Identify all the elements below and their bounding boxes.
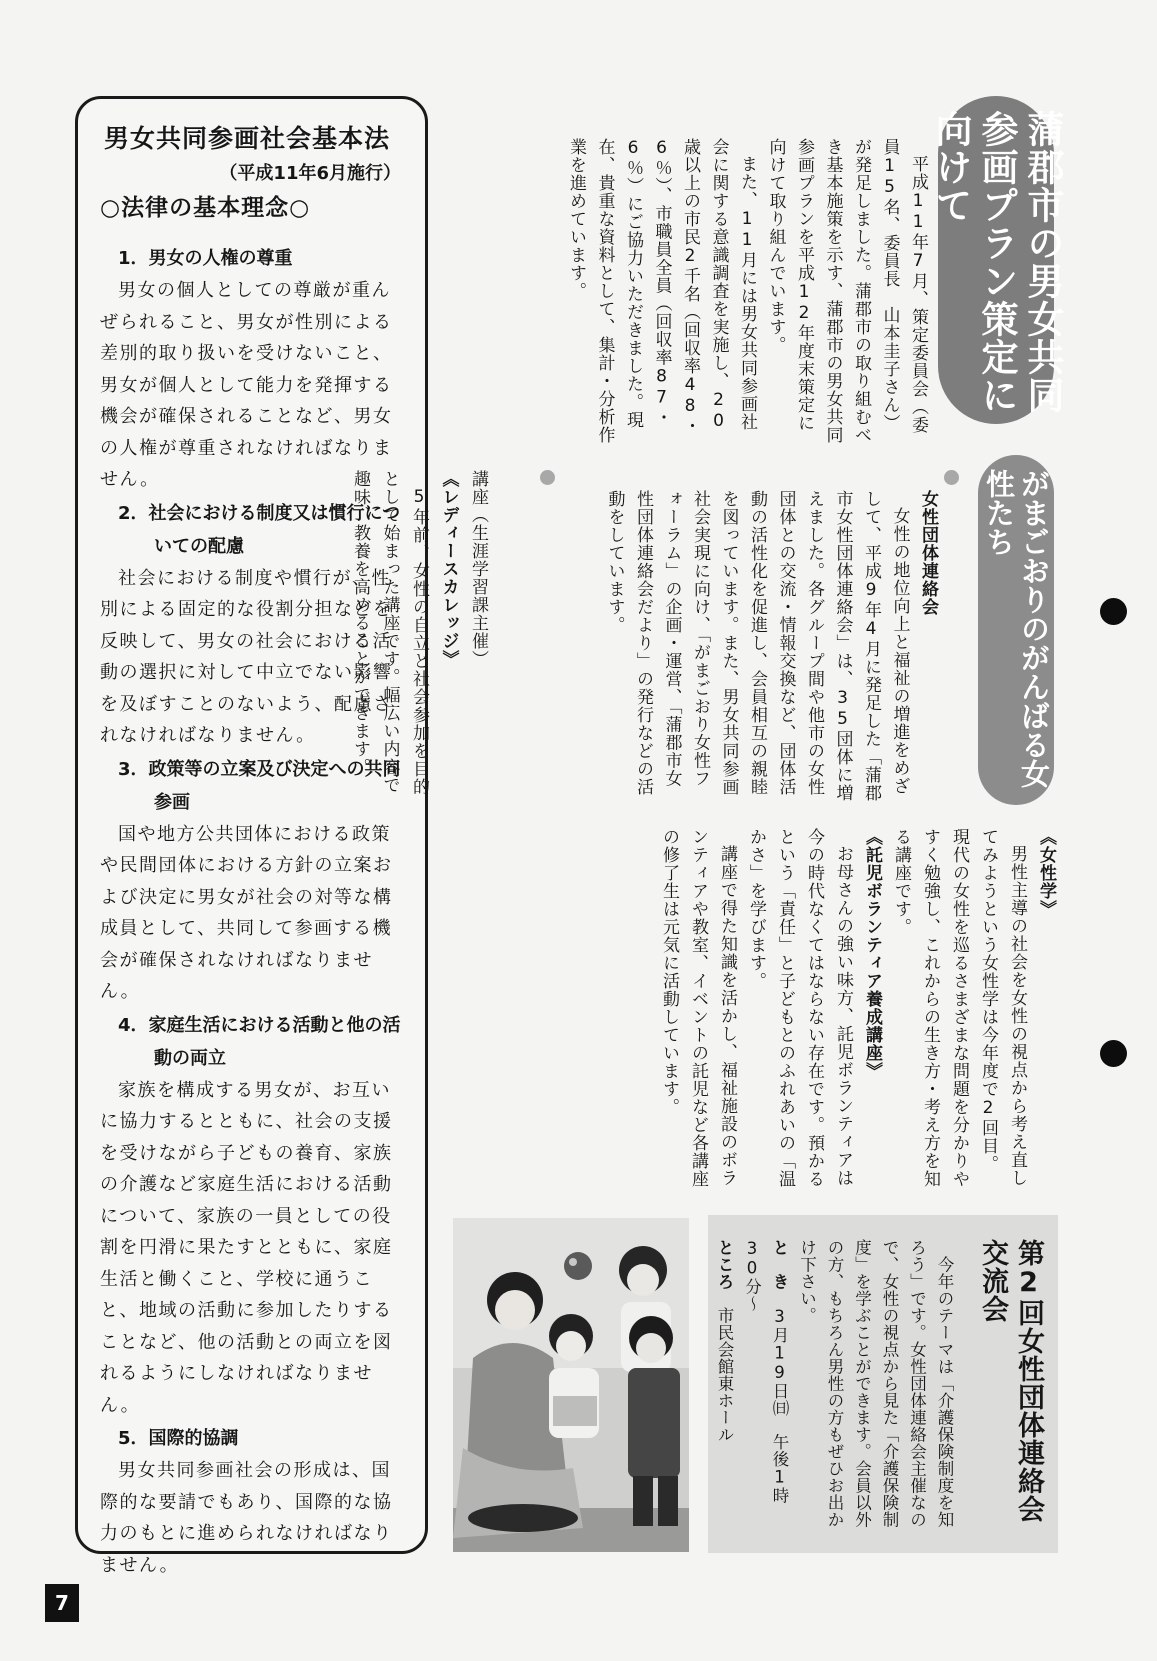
exchange-body: 今年のテーマは「介護保険制度を知ろう」です。女性団体連絡会主催なので、女性の視点から見た「介護保険制度」を学ぶことができます。会員以外の方、もちろん男性の方もぜひお出かけ下さい。 xyxy=(797,1239,954,1528)
course-body: 男性主導の社会を女性の視点から考え直してみようという女性学は今年度で2回目。現代の女性を巡るさまざまな問題を分かりやすく勉強し、これからの生き方・考え方を知る講座です。 xyxy=(891,828,1027,1188)
plan-paragraph-1: 平成11年7月、策定委員会（委員15名、委員長 山本圭子さん）が発足しました。蒲郡市の取り組むべき基本施策を示す、蒲郡市の男女共同参画プランを平成12年度末策定に向けて取り組んでいます。 xyxy=(765,138,928,444)
binder-hole-icon xyxy=(1100,598,1127,625)
closing-paragraph: 講座で得た知識を活かし、福祉施設のボランティアや教室、イベントの託児など各講座の修了生は元気に活動しています。 xyxy=(659,828,737,1188)
course-body: 5年前、女性の自立と社会参加を目的として始まった講座です。幅広い内容で趣味、教養を高めることができます。 xyxy=(350,470,429,796)
principle-body: 男女の個人としての尊厳が重んぜられること、男女が性別による差別的取り扱いを受けないこと、男女が個人として能力を発揮する機会が確保されることなど、男女の人権が尊重されなければなりません。 xyxy=(100,280,393,490)
courses-continued xyxy=(420,828,1060,1188)
section-body: 女性の地位向上と福祉の増進をめざして、平成9年4月に発足した「蒲郡市女性団体連絡会」は、35団体に増えました。各グループ間や他市の女性団体との交流・情報交換など、団体活動の活性化を促進し、会員相互の親睦を図っています。また、男女共同参画社会実現に向け、「がまごおり女性フォーラム」の企画・運営、「蒲郡市女性団体連絡会だより」の発行などの活動をしています。 xyxy=(604,490,910,802)
plan-article-text xyxy=(452,138,932,446)
law-summary-box xyxy=(75,96,428,1576)
bullet-dot-icon xyxy=(944,470,959,485)
photo-illustration xyxy=(453,1218,689,1552)
principle-item xyxy=(100,1009,407,1422)
law-heading: ○法律の基本理念○ xyxy=(100,195,311,221)
principle-title: 4．家庭生活における活動と他の活動の両立 xyxy=(118,1014,401,1069)
section-heading: 女性団体連絡会 xyxy=(918,490,938,616)
when-value: 3月19日㈰ 午後1時30分～ xyxy=(742,1239,789,1504)
groups-article-title-banner xyxy=(978,455,1054,805)
plan-paragraph-2: また、11月には男女共同参画社会に関する意識調査を実施し、20歳以上の市民2千名（回収率48・6％）、市職員全員（回収率87・6％）にご協力いただきました。現在、貴重な資料として、集計・分析作業を進めています。 xyxy=(566,138,757,444)
exchange-body-block xyxy=(715,1239,958,1539)
principle-title: 3．政策等の立案及び決定への共同参画 xyxy=(118,758,401,813)
principle-title: 2．社会における制度又は慣行についての配慮 xyxy=(118,502,401,557)
principle-body: 国や地方公共団体における政策や民間団体における方針の立案および決定に男女が社会の対等な構成員として、共同して参画する機会が確保されなければなりません。 xyxy=(100,823,393,1002)
event-when xyxy=(738,1239,793,1539)
course-body: お母さんの強い味方、託児ボランティアは今の時代なくてはならない存在です。預かるという「責任」と子どもとのふれあいの「温かさ」を学びます。 xyxy=(746,828,853,1188)
course-title: 《女性学》 xyxy=(1036,828,1056,918)
exchange-meeting-box xyxy=(708,1215,1058,1553)
binder-hole-icon xyxy=(1100,1040,1127,1067)
principle-body: 家族を構成する男女が、お互いに協力するとともに、社会の支援を受けながら子どもの養育、家族の介護など家庭生活における活動について、家族の一員としての役割を円滑に果たすとともに、家庭生活と働くこと、学校に通うこと、地域の活動に参加したりすることなど、他の活動との両立を図れるようにしなければなりません。 xyxy=(100,1079,393,1416)
principle-body: 男女共同参画社会の形成は、国際的な要請でもあり、国際的な協力のもとに進められなければなりません。 xyxy=(100,1460,393,1576)
where-value: 市民会館東ホール xyxy=(715,1307,734,1443)
where-label: ところ xyxy=(715,1239,734,1290)
principle-item xyxy=(100,242,407,496)
women-groups-section xyxy=(422,490,942,802)
groups-article-title: がまごおりのがんばる女性たち xyxy=(982,469,1051,788)
event-where xyxy=(711,1239,739,1539)
principle-body: 社会における制度や慣行が、性別による固定的な役割分担などを反映して、男女の社会における活動の選択に対して中立でない影響を及ぼすことのないよう、配慮されなければなりません。 xyxy=(100,567,393,746)
courses-section xyxy=(342,470,492,800)
photo-children-reading xyxy=(453,1218,689,1552)
when-label: と き xyxy=(770,1239,789,1290)
exchange-title: 第2回女性団体連絡会交流会 xyxy=(977,1239,1044,1523)
section-heading: 講座（生涯学習課主催） xyxy=(468,470,488,668)
bullet-dot-icon xyxy=(540,470,555,485)
page-number: 7 xyxy=(45,1584,79,1622)
plan-article-title-banner xyxy=(929,96,1064,424)
course-title: 《託児ボランティア養成講座》 xyxy=(862,828,882,1080)
principle-item xyxy=(100,1422,407,1581)
law-title: 男女共同参画社会基本法 xyxy=(104,124,391,153)
plan-article-title: 蒲郡市の男女共同参画プラン策定に向けて xyxy=(929,110,1064,414)
course-title: 《レディースカレッジ》 xyxy=(438,470,459,668)
law-subtitle: （平成11年6月施行） xyxy=(219,163,401,184)
principle-title: 1．男女の人権の尊重 xyxy=(118,248,293,269)
principle-title: 5．国際的協調 xyxy=(118,1428,239,1449)
